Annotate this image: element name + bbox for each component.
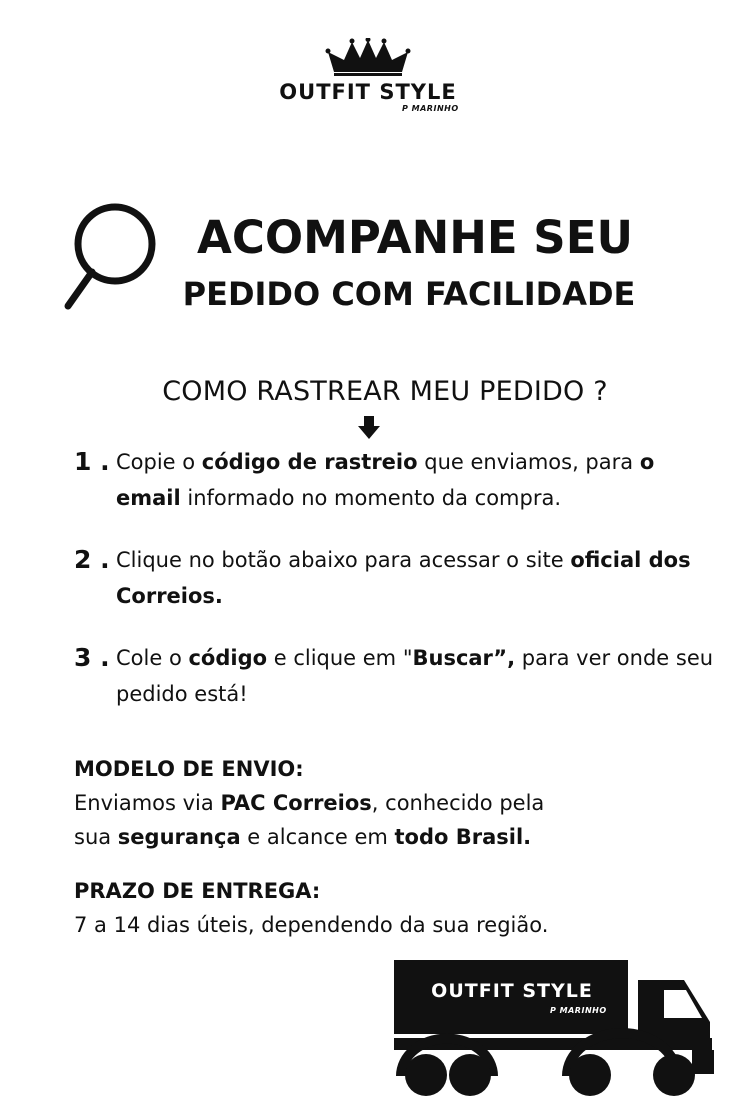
delivery-text: 7 a 14 dias úteis, dependendo da sua região. — [74, 913, 549, 937]
delivery-time — [74, 874, 694, 942]
brand-logo — [268, 38, 468, 118]
truck-illustration — [392, 958, 722, 1099]
delivery-heading: PRAZO DE ENTREGA: — [74, 879, 321, 903]
step-text: Copie o código de rastreio que enviamos, para o email informado no momento da compra. — [116, 450, 655, 510]
search-icon — [62, 202, 158, 314]
logo-brand-text: OUTFIT STYLE — [279, 80, 457, 104]
shipping-text-line1: Enviamos via PAC Correios, conhecido pela — [74, 791, 545, 815]
step-text: Clique no botão abaixo para acessar o site oficial dos Correios. — [116, 548, 691, 608]
step-number: 2 . — [74, 545, 110, 574]
shipping-heading: MODELO DE ENVIO: — [74, 757, 304, 781]
logo-subtitle: P MARINHO — [402, 104, 459, 113]
crown-icon — [268, 38, 468, 78]
shipping-model — [74, 752, 694, 854]
step-text: Cole o código e clique em "Buscar”, para ver onde seu pedido está! — [116, 646, 714, 706]
arrow-down-icon — [358, 416, 380, 440]
shipping-text-line2: sua segurança e alcance em todo Brasil. — [74, 825, 532, 849]
hero-title-line2: PEDIDO COM FACILIDADE — [182, 275, 636, 313]
truck-subtitle: P MARINHO — [550, 1006, 607, 1015]
step-number: 1 . — [74, 447, 110, 476]
truck-brand-text: OUTFIT STYLE — [431, 980, 593, 1002]
hero-title-line1: ACOMPANHE SEU — [197, 211, 633, 264]
step-number: 3 . — [74, 643, 110, 672]
how-to-track-heading: COMO RASTREAR MEU PEDIDO ? — [162, 376, 608, 407]
